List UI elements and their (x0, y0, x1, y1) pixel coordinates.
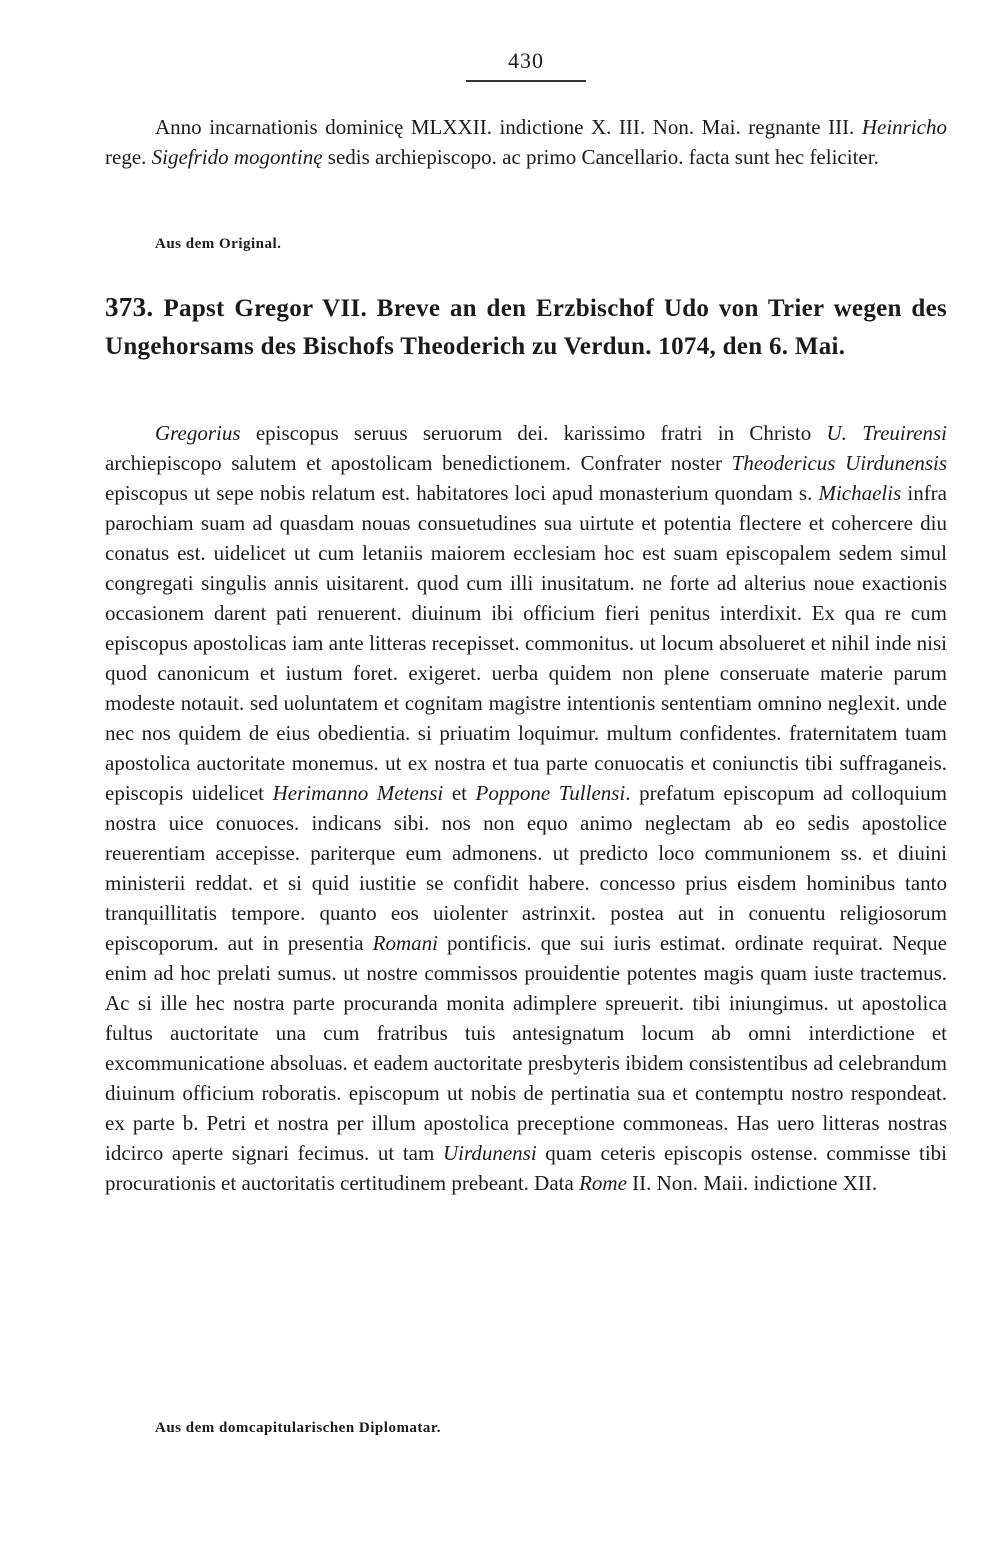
text-run: II. Non. Maii. indictione XII. (626, 1171, 878, 1195)
italic-name: Gregorius (155, 421, 241, 445)
document-body-block (105, 418, 947, 1198)
document-heading-block (105, 288, 947, 366)
italic-name: Theodericus Uirdunensis (731, 451, 948, 475)
source-note-original: Aus dem Original. (155, 236, 282, 252)
document-body (105, 418, 947, 1198)
dating-clause (105, 112, 947, 172)
text-run: infra parochiam suam ad quasdam nouas consuetudines sua uirtute et potentia flectere et cohercere diu conatus est. uidelicet ut cum letaniis maiorem ecclesiam hoc est suam episcopalem sedem simul congregati singulis annis uisitarent. quod cum illi inusitatum. ne forte ad alterius noue exactionis occasionem darent pati renuerent. diuinum ibi officium fieri penitus interdixit. Ex qua re cum episcopus apostolicas iam ante litteras recepisset. commonitus. ut locum absolueret et nihil inde nisi quod canonicum et iustum foret. exigeret. uerba quidem non plene conseruate materie parum modeste notauit. sed uoluntatem et cognitam magistre intentionis sententiam omnino neglexit. unde nec nos quidem de eius obedientia. si priuatim loquimur. multum confidentes. fraternitatem tuam apostolica auctoritate monemus. ut ex nostra et tua parte conuocatis et coniunctis tibi suffraganeis. episcopis uidelicet (105, 481, 947, 805)
text-run: Anno incarnationis dominicę MLXXII. indictione X. III. Non. Mai. regnante III. (155, 115, 862, 139)
document-number: 373. (105, 292, 154, 322)
italic-name: Sigefrido mogontinę (151, 145, 323, 169)
italic-name: U. Treuirensi (826, 421, 947, 445)
italic-name: Herimanno Metensi (272, 781, 444, 805)
italic-name: Poppone Tullensi (475, 781, 626, 805)
text-run: episcopus seruus seruorum dei. karissimo fratri in Christo (240, 421, 827, 445)
source-note-diplomatar: Aus dem domcapitularischen Diplomatar. (155, 1420, 441, 1436)
document-title: Papst Gregor VII. Breve an den Erzbischof Udo von Trier wegen des Ungehorsams des Bischofs Theoderich zu Verdun. 1074, den 6. Mai. (105, 295, 947, 360)
italic-name: Uirdunensi (442, 1141, 537, 1165)
opening-source-block (105, 236, 947, 253)
page-number-rule (466, 80, 586, 82)
text-run: archiepiscopo salutem et apostolicam benedictionem. Confrater noster (105, 451, 732, 475)
text-run: sedis archiepiscopo. ac primo Cancellario. facta sunt hec feliciter. (322, 145, 879, 169)
opening-block (105, 112, 947, 172)
page-number: 430 (508, 48, 544, 73)
text-run: quam ceteris episcopis ostense. commisse tibi procurationis et auctoritatis certitudinem prebeant. Data (105, 1141, 947, 1195)
text-run: episcopus ut sepe nobis relatum est. habitatores loci apud monasterium quondam s. (105, 481, 819, 505)
text-run: pontificis. que sui iuris estimat. ordinate requirat. Neque enim ad hoc prelati sumus. ut nostre commissos prouidentie potentes magis quam iuste tractemus. Ac si ille hec nostra parte procuranda monita adimplere spreuerit. tibi iniungimus. ut apostolica fultus auctoritate una cum fratribus tuis antesignatum locum ab omni interdictione et excommunicatione absoluas. et eadem auctoritate presbyteris ibidem consistentibus ad celebrandum diuinum officium roboratis. episcopum ut nobis de pertinatia sua et contemptu nostro respondeat. ex parte b. Petri et nostra per illum apostolica preceptione commoneas. Has uero litteras nostras idcirco aperte signari fecimus. ut tam (105, 931, 948, 1165)
text-run: et (443, 781, 476, 805)
text-run: rege. (105, 145, 152, 169)
document-heading (105, 288, 947, 366)
italic-name: Rome (579, 1171, 627, 1195)
italic-name: Heinricho (861, 115, 947, 139)
italic-name: Romani (372, 931, 438, 955)
text-run: . prefatum episcopum ad colloquium nostra uice conuoces. indicans sibi. nos non equo animo neglectam ab eo sedis apostolice reuerentiam accepisse. pariterque eum admonens. ut predicto loco communionem ss. et diuini ministerii reddat. et si quid iustitie se confidit habere. concesso prius eisdem hominibus tanto tranquillitatis tempore. quanto eos uiolenter astrinxit. postea aut in conuentu religiosorum episcoporum. aut in presentia (105, 781, 948, 955)
document-source-block (105, 1420, 947, 1437)
italic-name: Michaelis (818, 481, 902, 505)
